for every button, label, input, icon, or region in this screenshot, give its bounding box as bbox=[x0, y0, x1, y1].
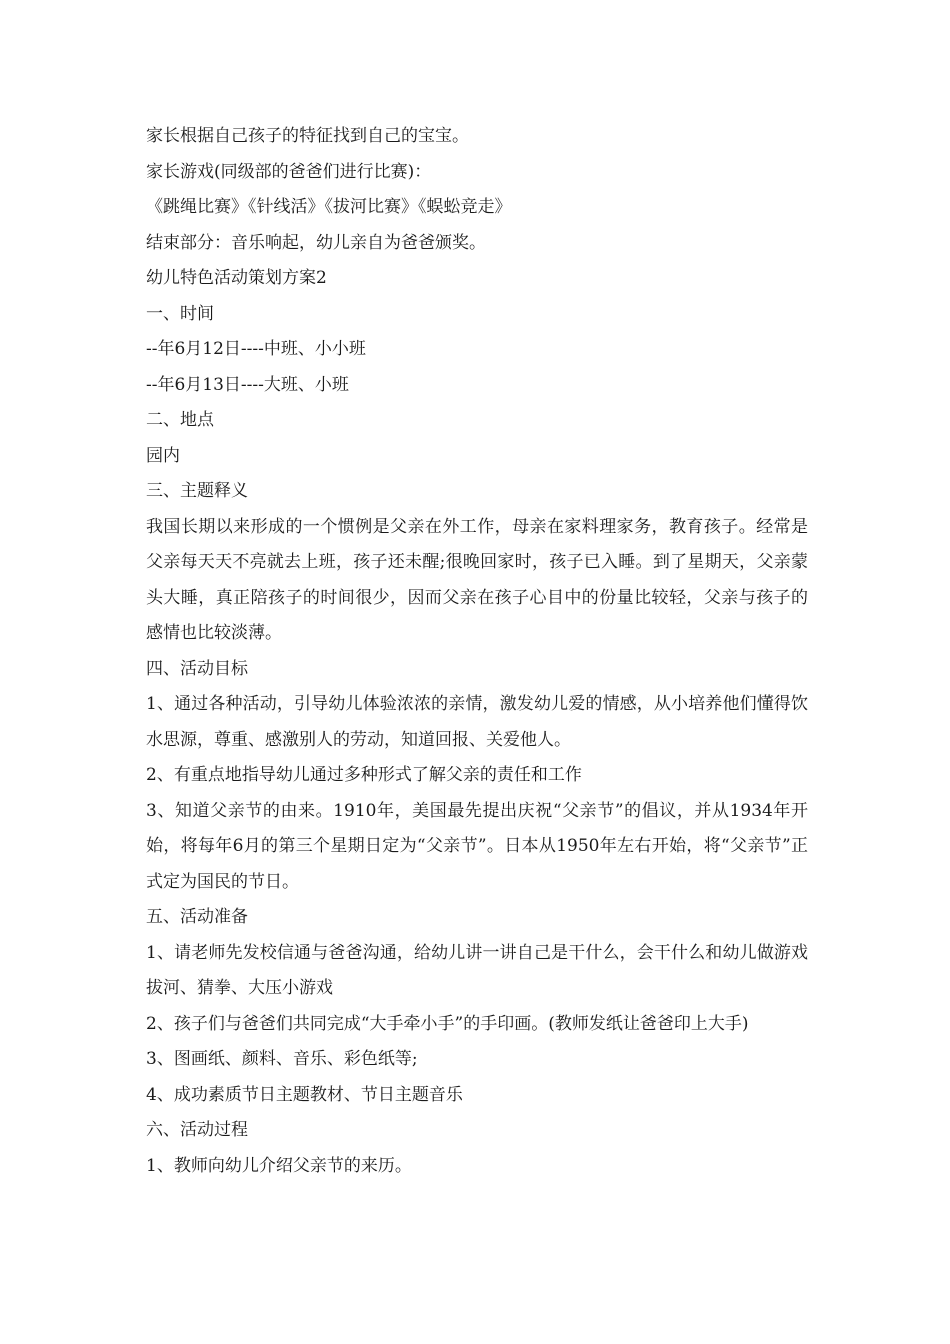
goal-item: 3、知道父亲节的由来。1910年，美国最先提出庆祝“父亲节”的倡议，并从1934年开始，将每年6月的第三个星期日定为“父亲节”。日本从1950年左右开始，将“父亲节”正式定为国民的节日。 bbox=[146, 800, 808, 892]
text-line: --年6月12日----中班、小小班 bbox=[146, 339, 366, 359]
heading-preparation: 五、活动准备 bbox=[146, 907, 248, 927]
text-line: 园内 bbox=[146, 445, 180, 466]
text-line: 家长根据自己孩子的特征找到自己的宝宝。 bbox=[146, 126, 469, 146]
text-line: 结束部分：音乐响起，幼儿亲自为爸爸颁奖。 bbox=[146, 232, 486, 253]
document-body bbox=[146, 119, 808, 1184]
heading-location: 二、地点 bbox=[146, 410, 214, 430]
text-line: 《跳绳比赛》《针线活》《拔河比赛》《蜈蚣竞走》 bbox=[146, 197, 512, 217]
goal-item: 1、通过各种活动，引导幼儿体验浓浓的亲情，激发幼儿爱的情感，从小培养他们懂得饮水思源，尊重、感激别人的劳动，知道回报、关爱他人。 bbox=[146, 694, 808, 750]
heading-process: 六、活动过程 bbox=[146, 1120, 248, 1140]
process-item: 1、教师向幼儿介绍父亲节的来历。 bbox=[146, 1155, 412, 1176]
prep-item: 1、请老师先发校信通与爸爸沟通，给幼儿讲一讲自己是干什么，会干什么和幼儿做游戏拔河、猜拳、大压小游戏 bbox=[146, 942, 808, 998]
section-title: 幼儿特色活动策划方案2 bbox=[146, 268, 327, 288]
text-line: 家长游戏(同级部的爸爸们进行比赛)： bbox=[146, 161, 432, 182]
prep-item: 4、成功素质节日主题教材、节日主题音乐 bbox=[146, 1084, 463, 1105]
text-line: --年6月13日----大班、小班 bbox=[146, 374, 349, 395]
goal-item: 2、有重点地指导幼儿通过多种形式了解父亲的责任和工作 bbox=[146, 765, 582, 785]
prep-item: 2、孩子们与爸爸们共同完成“大手牵小手”的手印画。(教师发纸让爸爸印上大手) bbox=[146, 1013, 749, 1034]
prep-item: 3、图画纸、颜料、音乐、彩色纸等; bbox=[146, 1049, 418, 1069]
heading-goals: 四、活动目标 bbox=[146, 658, 248, 679]
heading-theme: 三、主题释义 bbox=[146, 481, 248, 501]
paragraph-theme: 我国长期以来形成的一个惯例是父亲在外工作，母亲在家料理家务，教育孩子。经常是父亲每天天不亮就去上班，孩子还未醒;很晚回家时，孩子已入睡。到了星期天，父亲蒙头大睡，真正陪孩子的时间很少，因而父亲在孩子心目中的份量比较轻，父亲与孩子的感情也比较淡薄。 bbox=[146, 516, 808, 643]
heading-time: 一、时间 bbox=[146, 303, 214, 324]
